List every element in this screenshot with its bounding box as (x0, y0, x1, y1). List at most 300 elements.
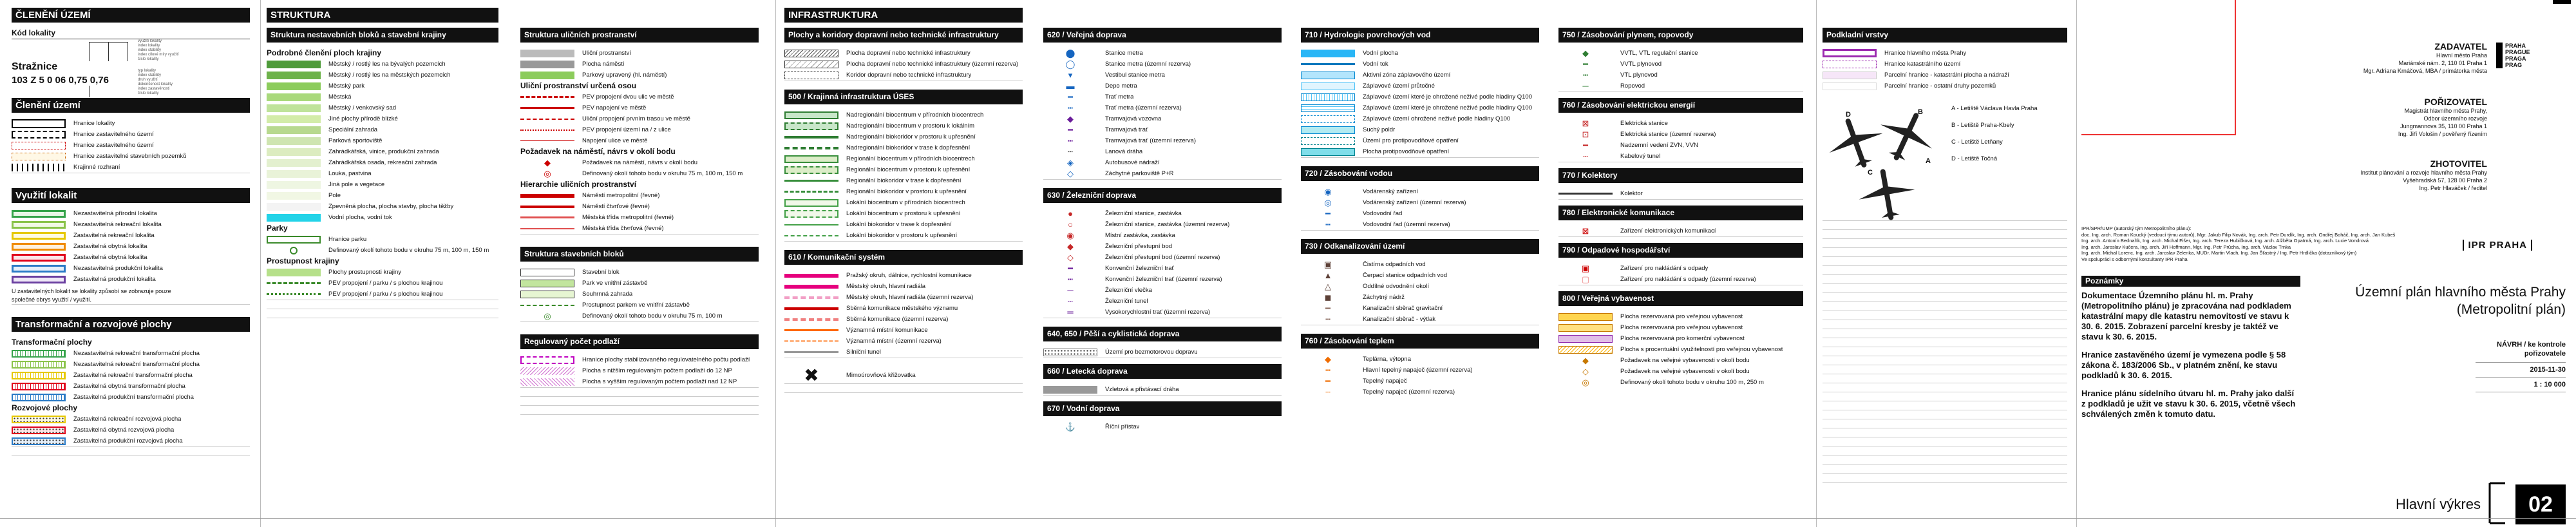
legend-symbol (267, 126, 321, 134)
power-icon: ⊡ (1582, 129, 1589, 139)
legend-row: Zastavitelná obytná rozvojová plocha (12, 425, 250, 436)
legend-row: Pražský okruh, dálnice, rychlostní komunikace (784, 270, 1023, 281)
legend-row: Záplavové území které je ohrožené neživé podle hladiny Q100 (1301, 91, 1539, 102)
legend-row: Nezastavitelná produkční lokalita (12, 263, 250, 274)
legend-column-infrastruktura (784, 8, 1023, 518)
legend-symbol (267, 203, 321, 211)
letiste-letter: D (1846, 111, 1851, 119)
zasobovani-vodou-list (1301, 186, 1539, 230)
legend-row: Lokální biokoridor v prostoru k upřesnění (784, 230, 1023, 241)
legend-row: ┅ VTL plynovod (1558, 70, 1803, 81)
poznamka-1: Dokumentace Územního plánu hl. m. Prahy (Metropolitního plánu) je zpracována nad podkladem katastrální mapy dle katastru nemovitostí ve stavu k 30. 6. 2015. Zobrazení parcelní kresby je taktéž ve stavu k 30. 6. 2015. (2081, 291, 2291, 341)
legend-row: Hranice katastrálního území (1823, 59, 2067, 70)
legend-row: Sběrná komunikace městského významu (784, 303, 1023, 314)
legend-row: Zpevněná plocha, plocha stavby, plocha těžby (267, 201, 498, 212)
plan-title: Územní plán hlavního města Prahy (Metropolitní plán) (2355, 285, 2566, 317)
legend-row: ┅ Kanalizační sběrač - výtlak (1301, 314, 1539, 325)
legend-symbol (784, 340, 838, 342)
legend-row: Záplavové území ohrožené neživé podle hladiny Q100 (1301, 113, 1539, 124)
section-header-letecka: 660 / Letecká doprava (1043, 364, 1282, 379)
legend-row: Zastavitelná rekreační transformační plocha (12, 370, 250, 381)
legend-row: ⊠ Elektrická stanice (1558, 118, 1803, 129)
kod-stranice: Stražnice (12, 61, 58, 72)
power-icon: ⊠ (1582, 118, 1589, 128)
zadavatel-block: ZADAVATEL Hlavní město Praha Mariánské nám. 2, 110 01 Praha 1 Mgr. Adriana Krnáčová, MBA / primátorka města (2275, 41, 2487, 75)
legend-row: ━ VVTL plynovod (1558, 59, 1803, 70)
legend-row: ◆ Železniční přestupní bod (1043, 241, 1282, 252)
legend-row: ▾ Vestibul stanice metra (1043, 70, 1282, 81)
legend-row: Vodní plocha (1301, 48, 1539, 59)
legend-symbol (784, 155, 838, 163)
rozvojove-subtitle: Rozvojové plochy (12, 403, 78, 412)
legend-row: Silniční tunel (784, 347, 1023, 358)
rail-icon: ┅ (1068, 274, 1073, 284)
legend-row: Suchý poldr (1301, 124, 1539, 135)
rail-icon: ─ (1067, 285, 1074, 295)
legend-row: Hranice hlavního města Prahy (1823, 48, 2067, 59)
legend-row: Nezastavitelná rekreační transformační plocha (12, 348, 250, 359)
legend-row: Sběrná komunikace (územní rezerva) (784, 314, 1023, 325)
vykres-cislo: 02 (2515, 484, 2566, 524)
legend-symbol (1301, 72, 1355, 79)
legend-symbol (784, 224, 838, 225)
water-icon: ━ (1325, 208, 1331, 218)
section-header-elektro: 760 / Zásobování elektrickou energií (1558, 98, 1803, 113)
legend-row: ━ Kanalizační sběrač gravitační (1301, 303, 1539, 314)
legend-row: Koridor dopravní nebo technické infrastruktury (784, 70, 1023, 81)
namesti-subtitle: Požadavek na náměstí, návrs v okolí bodu (520, 147, 676, 156)
legend-row: ┄ Kabelový tunel (1558, 151, 1803, 162)
legend-row: ─ Ropovod (1558, 81, 1803, 91)
verejna-doprava-list (1043, 48, 1282, 179)
legend-row: ◇ Požadavek na veřejné vybavenosti v okolí bodu (1558, 366, 1803, 377)
legend-row: ─ Železniční vlečka (1043, 285, 1282, 296)
legend-row: ┄ Železniční tunel (1043, 296, 1282, 307)
transport-icon: ◯ (1065, 59, 1075, 69)
rail-icon: ═ (1067, 307, 1074, 317)
section-header-uses: 500 / Krajinná infrastruktura ÚSES (784, 90, 1023, 104)
poznamka-3: Hranice plánu sídelního útvaru hl. m. Prahy jako další z podkladů je užit ve stavu k 30. 6. 2015, včetně všech schválených změn k tomuto datu. (2081, 388, 2296, 419)
section-header-kolektory: 770 / Kolektory (1558, 168, 1803, 183)
legend-row: ┅ Konvenční železniční trať (územní rezerva) (1043, 274, 1282, 285)
legend-symbol (784, 318, 838, 321)
heat-icon: ┄ (1325, 387, 1331, 397)
legend-symbol (1558, 313, 1613, 321)
section-header-cleneni: ČLENĚNÍ ÚZEMÍ (12, 8, 250, 23)
legend-row: Zastavitelná obytná lokalita (12, 252, 250, 263)
transport-icon: ▾ (1068, 70, 1073, 80)
legend-row: ┅ Trať metra (územní rezerva) (1043, 102, 1282, 113)
section-header-vyuziti: Využití lokalit (12, 188, 250, 203)
transport-icon: ━ (1068, 91, 1073, 102)
legend-row: Městská třída metropolitní (řevné) (520, 212, 759, 223)
vykres-title: Hlavní výkres (2395, 496, 2481, 512)
kod-lokality-title: Kód lokality (12, 28, 56, 37)
section-header-plyn: 750 / Zásobování plynem, ropovody (1558, 28, 1803, 43)
legend-symbol (1558, 335, 1613, 343)
legend-symbol (784, 285, 838, 289)
water-icon: ◎ (1324, 197, 1332, 207)
legend-symbol (267, 170, 321, 178)
legend-row: Městský okruh, hlavní radiála (784, 281, 1023, 292)
gas-icon: ◆ (1582, 48, 1589, 58)
legend-symbol (267, 181, 321, 189)
hierarchie-subtitle: Hierarchie uličních prostranství (520, 180, 637, 189)
legend-row: Parcelní hranice - ostatní druhy pozemků (1823, 81, 2067, 91)
legend-row: ━ Tramvajová trať (1043, 124, 1282, 135)
legend-row: Zahrádkářská, vinice, produkční zahrada (267, 146, 498, 157)
legend-row: Souhrnná zahrada (520, 289, 759, 300)
transport-icon: ◇ (1067, 168, 1074, 178)
legend-row: Pole (267, 190, 498, 201)
legend-row: Lokální biokoridor v trase k dopřesnění (784, 219, 1023, 230)
legend-row: Území pro protipovodňové opatření (1301, 135, 1539, 146)
poznamka-2: Hranice zastavěného území je vymezena podle § 58 zákona č. 183/2006 Sb., v platném znění, ke stavu podkladů k 30. 6. 2015. (2081, 350, 2286, 380)
legend-row: Definovaný okolí tohoto bodu v okruhu 75 m, 100 m, 150 m (267, 245, 498, 256)
krajina-list (267, 59, 498, 223)
legend-symbol (1301, 63, 1355, 65)
legend-row: ┄ Tepelný napaječ (územní rezerva) (1301, 387, 1539, 398)
transport-icon: ┅ (1068, 102, 1073, 113)
legend-symbol (784, 166, 838, 174)
anchor-icon: ⚓ (1065, 421, 1076, 432)
legend-row: Regionální biokoridor v trase k dopřesnění (784, 175, 1023, 186)
legend-row: ◇ Záchytné parkoviště P+R (1043, 168, 1282, 179)
legend-row: ◎ Definovaný okolí tohoto bodu v okruhu 75 m, 100 m (544, 311, 723, 321)
title-block (2081, 0, 2571, 527)
transport-icon: ┄ (1068, 146, 1073, 157)
legend-symbol (267, 93, 321, 101)
legend-column-podklad (1823, 8, 2067, 518)
legend-symbol (784, 235, 838, 236)
letiste-diagram (1823, 98, 2067, 220)
legend-row: ◯ Stanice metra (územní rezerva) (1043, 59, 1282, 70)
legend-row: Lokální biocentrum v přírodních biocentrech (784, 197, 1023, 208)
facility-icon: ◆ (1582, 355, 1589, 365)
legend-row: ◆ Požadavek na veřejné vybavenosti v okolí bodu (1558, 355, 1803, 366)
legend-row: Plocha s nižším regulovaným počtem podlaží do 12 NP (520, 365, 759, 376)
legend-row: Speciální zahrada (267, 124, 498, 135)
porizovatel-block: POŘIZOVATEL Magistrát hlavního města Prahy, Odbor územního rozvoje Jungmannova 35, 110 00 Praha 1 Ing. Jiří Vološin / pověřený řízením (2275, 97, 2487, 138)
legend-row: ◆ Tramvajová vozovna (1043, 113, 1282, 124)
legend-row: ◇ Železniční přestupní bod (územní rezerva) (1043, 252, 1282, 263)
legend-row: ▲ Čerpací stanice odpadních vod (1301, 270, 1539, 281)
legend-symbol (784, 199, 838, 207)
legend-row: Záplavové území které je ohrožené neživé podle hladiny Q100 (1301, 102, 1539, 113)
waste-reserve-icon: ▢ (1581, 274, 1590, 284)
legend-row: Náměstí čtvrťové (řevné) (520, 201, 759, 212)
legend-row: ◼ Záchytný nádrž (1301, 292, 1539, 303)
rail-icon: ○ (1068, 220, 1073, 229)
legend-row: PEV propojení / parku / s plochou krajinou (267, 278, 498, 289)
legend-row: Parkový upravený (hl. náměstí) (520, 70, 759, 81)
section-header-verejna-doprava: 620 / Veřejná doprava (1043, 28, 1282, 43)
gas-icon: ┅ (1583, 70, 1588, 80)
legend-row: Významná místní komunikace (784, 325, 1023, 336)
facility-icon: ◎ (1582, 377, 1589, 387)
zeleznice-list (1043, 208, 1282, 318)
legend-column-cleneni (12, 8, 250, 518)
legend-row: Zastavitelná produkční rozvojová plocha (12, 436, 250, 446)
legend-row: Zastavitelná rekreační lokalita (12, 230, 250, 241)
legend-symbol (267, 137, 321, 145)
legend-row: Plocha dopravní nebo technické infrastruktury (územní rezerva) (784, 59, 1023, 70)
praha-logo: PRAHA PRAGUE PRAGA PRAG (2496, 43, 2541, 68)
legend-symbol (267, 72, 321, 79)
legend-row: Městský park (267, 81, 498, 91)
legend-row: Jiné plochy přírodě blízké (267, 113, 498, 124)
legend-row: Stavební blok (520, 267, 759, 278)
legend-row: ┅ Tramvajová trať (územní rezerva) (1043, 135, 1282, 146)
legend-row: Plocha rezervovaná pro veřejnou vybavenost (1558, 322, 1803, 333)
legend-symbol (267, 214, 321, 222)
sewer-icon: ━ (1325, 303, 1331, 313)
legend-row: Území pro bezmotorovou dopravu (1043, 347, 1282, 358)
heat-icon: ━ (1325, 376, 1331, 386)
legend-row: Parcelní hranice - katastrální plocha a nádraží (1823, 70, 2067, 81)
sewer-icon: ◼ (1324, 292, 1332, 302)
letiste-letter: A (1926, 157, 1931, 165)
legend-row: Nadregionální biocentrum v prostoru k lokálním (784, 120, 1023, 131)
legend-symbol (1301, 115, 1355, 123)
legend-row: Plocha dopravní nebo technické infrastruktury (784, 48, 1023, 59)
legend-symbol (1301, 82, 1355, 90)
section-header-kanalizace: 730 / Odkanalizování území (1301, 239, 1539, 254)
legend-row: Parková sportoviště (267, 135, 498, 146)
section-header-nestavebni: Struktura nestavebních bloků a stavební krajiny (267, 28, 498, 43)
legend-symbol (267, 115, 321, 123)
vyuziti-note: U zastavitelných lokalit se lokality způsobí se zobrazuje pouze společné obrys využití / využití. (12, 288, 171, 303)
legend-row: Nezastavitelná přírodní lokalita (12, 208, 250, 219)
section-header-zeleznice: 630 / Železniční doprava (1043, 188, 1282, 203)
legend-row: ▢ Zařízení pro nakládání s odpady (územní rezerva) (1558, 274, 1803, 285)
legend-column-voda (1301, 8, 1539, 518)
legend-row: ◆ VVTL, VTL regulační stanice (1558, 48, 1803, 59)
legend-row: Prostupnost parkem ve vnitřní zástavbě (520, 300, 759, 311)
rail-icon: ◆ (1067, 241, 1074, 251)
water-icon: ┅ (1325, 219, 1331, 229)
legend-row: PEV propojení dvou ulic ve městě (520, 91, 759, 102)
legend-symbol (1301, 104, 1355, 112)
legend-row: Záplavové území průtočné (1301, 81, 1539, 91)
legend-row: ┄ Lanová dráha (1043, 146, 1282, 157)
legend-row: Vodní tok (1301, 59, 1539, 70)
transport-icon: ◈ (1067, 157, 1074, 168)
legend-row: Městská (267, 91, 498, 102)
legend-row: ◎ Vodárenský zařízení (územní rezerva) (1301, 197, 1539, 208)
legend-row: Aktivní zóna záplavového území (1301, 70, 1539, 81)
legend-row: Hranice parku (267, 234, 498, 245)
legend-row: Regionální biokoridor v prostoru k upřesnění (784, 186, 1023, 197)
sewer-icon: ▲ (1323, 271, 1332, 280)
legend-row: ━ Vodovodní řad (1301, 208, 1539, 219)
legend-row: ⬤ Stanice metra (1043, 48, 1282, 59)
legend-row: PEV propojení území na / z ulice (520, 124, 759, 135)
legend-column-struktura-krajina (267, 8, 498, 518)
legend-row: ⊡ Elektrická stanice (územní rezerva) (1558, 129, 1803, 140)
komunikace-list (784, 270, 1023, 358)
legend-row: Louka, pastvina (267, 168, 498, 179)
legend-row: Zastavitelná produkční transformační plocha (12, 392, 250, 403)
legend-column-energie (1558, 8, 1803, 518)
section-header-plochy-koridory: Plochy a koridory dopravní nebo technické infrastruktury (784, 28, 1023, 43)
legend-row: ◎ Definovaný okolí tohoto bodu v okruhu 100 m, 250 m (1558, 377, 1803, 388)
facility-icon: ◇ (1582, 366, 1589, 376)
rail-icon: ◇ (1067, 252, 1074, 262)
kod-notes-bottom: typ lokality index stability druh využití dokončenost lokality index zastavěnosti číslo lokality (138, 69, 173, 95)
section-header-teplo: 760 / Zásobování teplem (1301, 334, 1539, 349)
transport-icon: ▬ (1066, 81, 1075, 91)
legend-row: Regionální biocentrum v prostoru k upřesnění (784, 164, 1023, 175)
legend-row: Napojení ulice ve městě (520, 135, 759, 146)
legend-row: Nadregionální biocentrum v přírodních biocentrech (784, 110, 1023, 120)
kod-lokality-diagram (12, 39, 250, 98)
heat-icon: ┅ (1325, 365, 1331, 375)
legend-row: Nadregionální biokoridor v prostoru k upřesnění (784, 131, 1023, 142)
legend-row: △ Oddílné odvodnění okolí (1301, 281, 1539, 292)
rail-icon: ◉ (1066, 230, 1074, 240)
uses-list (784, 110, 1023, 241)
legend-row: Plocha náměstí (520, 59, 759, 70)
legend-row: Nadregionální biokoridor v trase k dopřesnění (784, 142, 1023, 153)
legend-row: Městský / rostlý les na bývalých pozemcích (267, 59, 498, 70)
waste-icon: ▣ (1581, 263, 1590, 273)
sewer-icon: ▣ (1323, 259, 1332, 269)
legend-row: Hranice lokality (12, 118, 250, 129)
heat-icon: ◆ (1325, 354, 1331, 364)
legend-row: ◎ Definovaný okolí tohoto bodu v okruhu 75 m, 100 m, 150 m (544, 168, 743, 178)
section-header-cleneni-uzemi: Členění území (12, 98, 250, 113)
ipr-logo: IPR PRAHA (2463, 240, 2532, 251)
legend-column-doprava (1043, 8, 1282, 518)
zadavatel-label: ZADAVATEL (2434, 41, 2487, 52)
mimourovnova-icon: ✖ (804, 367, 819, 383)
legend-row: ━ Tepelný napaječ (1301, 376, 1539, 387)
bottom-border (0, 518, 2576, 527)
legend-row: Vodní plocha, vodní tok (267, 212, 498, 223)
poznamky-block (2081, 276, 2300, 419)
legend-symbol (784, 307, 838, 310)
top-black-mark (2553, 0, 2571, 4)
section-header-transformacni: Transformační a rozvojové plochy (12, 317, 250, 332)
legend-row: Uliční prostranství (520, 48, 759, 59)
legend-symbol (267, 192, 321, 200)
legend-row: Významná místní (územní rezerva) (784, 336, 1023, 347)
kanalizace-list (1301, 259, 1539, 325)
gas-icon: ─ (1582, 81, 1589, 91)
letiste-letter: B (1918, 108, 1923, 116)
legend-symbol (784, 111, 838, 119)
legend-row: Hranice zastavitelného území (12, 129, 250, 140)
parky-subtitle: Parky (267, 224, 288, 233)
zhotovitel-block: ZHOTOVITEL Institut plánování a rozvoje hlavního města Prahy Vyšehradská 57, 128 00 Praha 2 Ing. Petr Hlaváček / ředitel (2255, 158, 2487, 192)
legend-row: Jiná pole a vegetace (267, 179, 498, 190)
gas-icon: ━ (1583, 59, 1588, 69)
rail-icon: ━ (1068, 263, 1073, 273)
legend-row: Městský / venkovský sad (267, 102, 498, 113)
legend-symbol (1301, 148, 1355, 156)
zhotovitel-label: ZHOTOVITEL (2430, 158, 2487, 169)
legend-row: Náměstí metropolitní (řevné) (520, 190, 759, 201)
transport-icon: ⬤ (1065, 48, 1075, 58)
section-header-ek: 780 / Elektronické komunikace (1558, 206, 1803, 220)
section-header-odpady: 790 / Odpadové hospodářství (1558, 243, 1803, 258)
prostupnost-subtitle: Prostupnost krajiny (267, 256, 339, 265)
legend-symbol (267, 148, 321, 156)
legend-symbol (784, 180, 838, 182)
legend-row: Městský / rostlý les na městských pozemcích (267, 70, 498, 81)
section-header-struktura: STRUKTURA (267, 8, 498, 23)
legend-symbol (784, 296, 838, 299)
teplo-list (1301, 354, 1539, 398)
osa-subtitle: Uliční prostranství určená osou (520, 81, 637, 90)
transport-icon: ◆ (1067, 113, 1074, 124)
sewer-icon: ┅ (1325, 314, 1331, 324)
legend-symbol (1558, 346, 1613, 354)
power-icon: ┄ (1583, 151, 1588, 161)
legend-row: Plocha protipovodňové opatření (1301, 146, 1539, 157)
vybavenost-list (1558, 311, 1803, 388)
legend-symbol (1301, 50, 1355, 57)
legend-row: ▬ Depo metra (1043, 81, 1282, 91)
datum-label: 2015-11-30 (2476, 363, 2566, 378)
legend-row: Zahrádkářská osada, rekreační zahrada (267, 157, 498, 168)
legend-symbol (1301, 126, 1355, 134)
legend-row: Městský okruh, hlavní radiála (územní rezerva) (784, 292, 1023, 303)
section-header-pesi: 640, 650 / Pěší a cyklistická doprava (1043, 327, 1282, 341)
legend-row: ┅ Vodovodní řad (územní rezerva) (1301, 219, 1539, 230)
legend-row: Zastavitelná produkční lokalita (12, 274, 250, 285)
legend-symbol (267, 61, 321, 68)
legend-row: Plocha s procentuální využitelností pro veřejnou vybavenost (1558, 344, 1803, 355)
legend-row: ○ Železniční stanice, zastávka (územní rezerva) (1043, 219, 1282, 230)
legend-symbol (267, 104, 321, 112)
legend-row: Nezastavitelná rekreační transformační plocha (12, 359, 250, 370)
legend-symbol (1558, 324, 1613, 332)
legend-row: ● Železniční stanice, zastávka (1043, 208, 1282, 219)
section-header-bloky: Struktura stavebních bloků (520, 247, 759, 262)
autorsky-tym: IPR/SPR/UMP (autorský tým Metropolitního plánu): doc. Ing. arch. Roman Koucký (vedoucí týmu autorů), Mgr. Jakub Filip Novák, Ing. arch. Petr Durdík, Ing. arch. Ondřej Boháč, Ing. arch. Jan Kubeš Ing. arch. Antonín Bednařík, Ing. arch. Michal Fišer, Ing. arch. Tereza Hubičková, Ing. arch. Alžběta Opatrná, Ing. arch. Lucie Vondrová Ing. arch. Jaroslav Kučera, Ing. arch. Jiří Hoffmann, Mgr. Ing. Petr Průcha, Ing. arch. Václav Trnka Ing. arch. Michal Lorenc, Ing. arch. Jaroslav Zelenka, MUDr. Martin Vlach, Ing. Jan Šťastný / Ing. Petr Hrdlička (dotazníkový tým) Ve spolupráci s odbornými konzultanty IPR Praha (2081, 225, 2396, 262)
sewer-icon: △ (1325, 281, 1331, 291)
legend-row: Hranice zastavitelné stavebních pozemků (12, 151, 250, 162)
legend-row: ✖ Mimoúrovňová křižovatka (784, 367, 1023, 383)
legend-row: Zastavitelná rekreační rozvojová plocha (12, 414, 250, 425)
section-header-komunikace: 610 / Komunikační systém (784, 250, 1023, 265)
legend-row: ◉ Místní zastávka, zastávka (1043, 230, 1282, 241)
section-header-vybavenost: 800 / Veřejná vybavenost (1558, 291, 1803, 306)
rail-icon: ● (1068, 209, 1073, 218)
legend-symbol (784, 210, 838, 218)
water-icon: ◉ (1324, 186, 1332, 196)
elektro-list (1558, 118, 1803, 162)
section-header-vodni-doprava: 670 / Vodní doprava (1043, 401, 1282, 416)
stav-label: NÁVRH / ke kontrole pořizovatele (2476, 340, 2566, 363)
legend-row: ━ Konvenční železniční trať (1043, 263, 1282, 274)
poznamky-header: Poznámky (2081, 276, 2300, 287)
letiste-letter: C (1868, 169, 1873, 177)
legend-symbol (1301, 93, 1355, 101)
legend-row: Plocha s vyšším regulovaným počtem podlaží nad 12 NP (520, 376, 759, 387)
legend-row: ◉ Vodárenský zařízení (1301, 186, 1539, 197)
section-header-podklad: Podkladní vrstvy (1823, 28, 2067, 43)
legend-row: Zastavitelná obytná lokalita (12, 241, 250, 252)
legend-row: ⚓ Říční přístav (1043, 421, 1282, 432)
legend-row: Zastavitelná obytná transformační plocha (12, 381, 250, 392)
legend-row: ▣ Zařízení pro nakládání s odpady (1558, 263, 1803, 274)
transport-icon: ━ (1068, 124, 1073, 135)
meritko-label: 1 : 10 000 (2476, 378, 2566, 392)
hydrologie-list (1301, 48, 1539, 157)
